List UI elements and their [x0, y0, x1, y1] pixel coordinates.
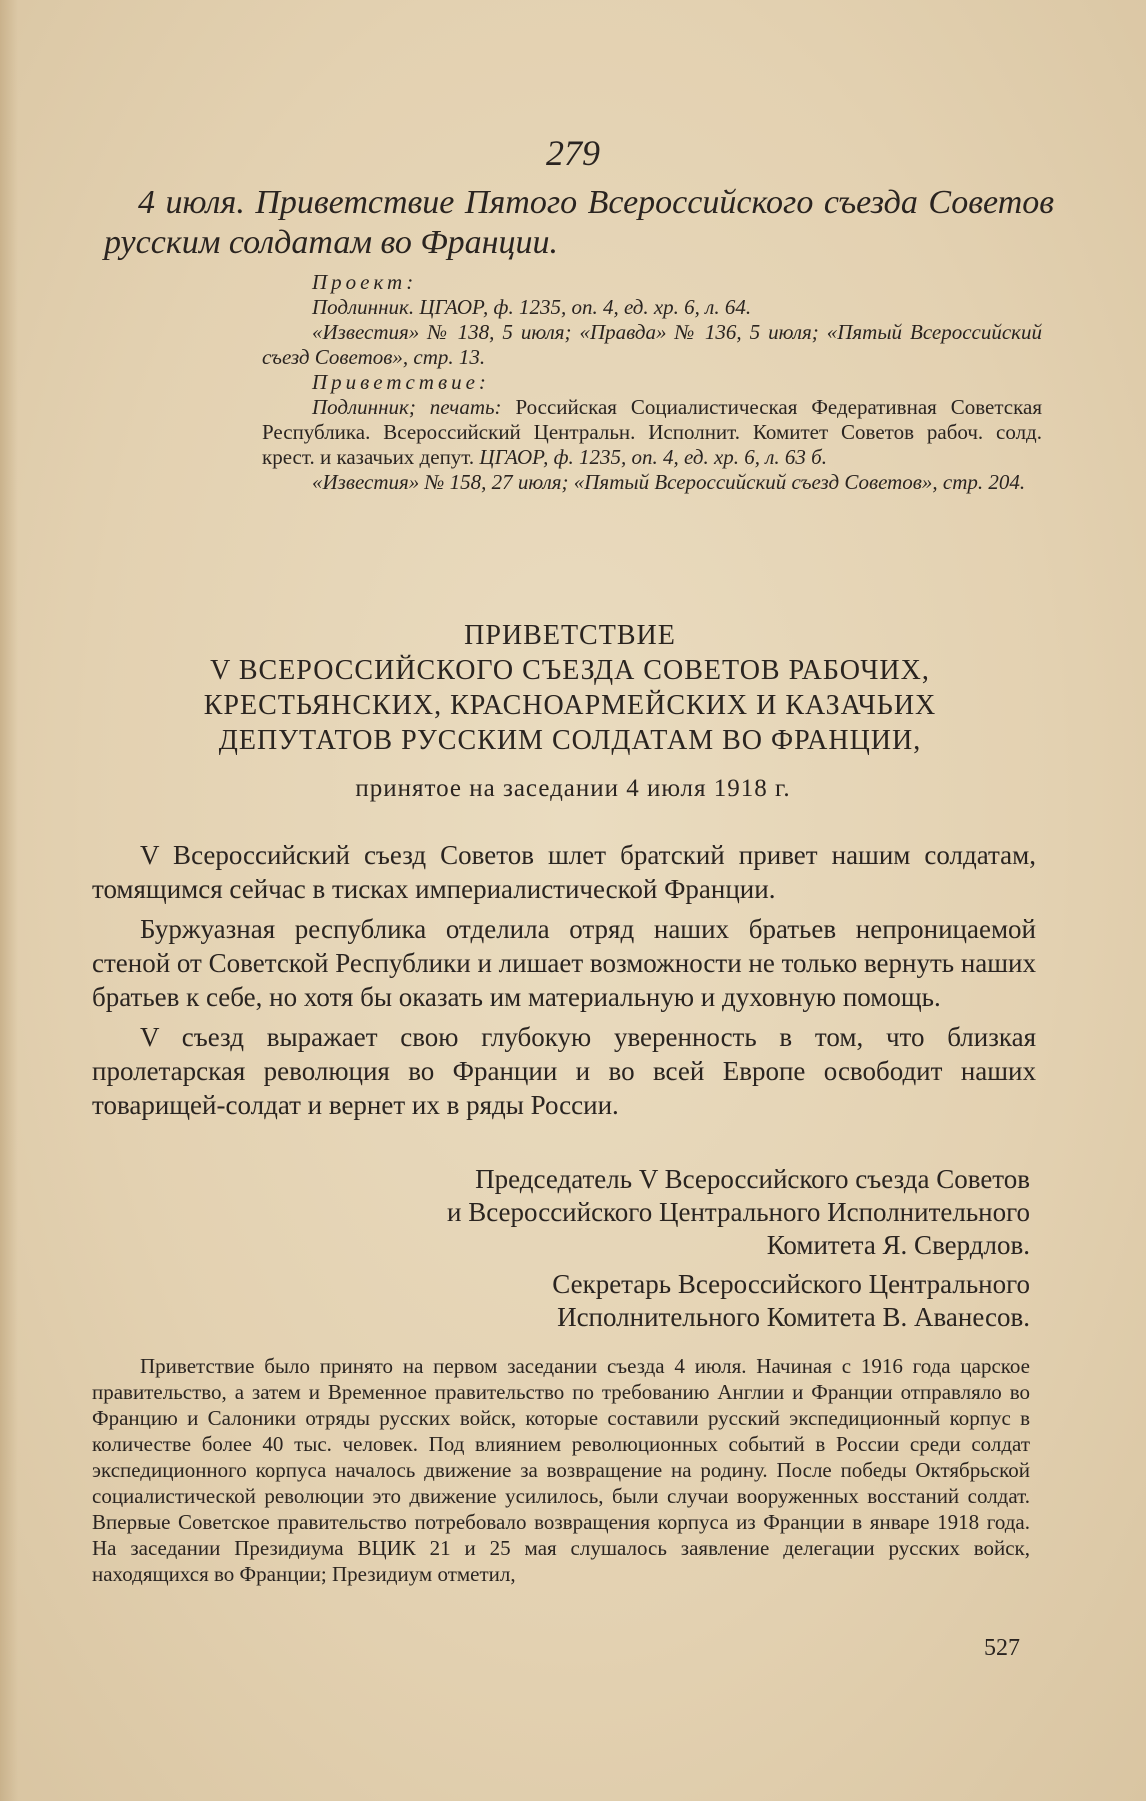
body-paragraph-1: V Всероссийский съезд Советов шлет братский привет нашим солдатам, томящимся сейчас в тисках империалистической Франции.: [92, 840, 1036, 904]
greeting-original-text: Российская Социалистическая Федеративная Советская Республика. Всероссийский Центральн. Исполнит. Комитет Советов рабоч. солд. крест. и казачьих депут.: [262, 395, 1042, 469]
secretary-line-1: Секретарь Всероссийского Центрального: [552, 1269, 1030, 1299]
heading-line-3: КРЕСТЬЯНСКИХ, КРАСНОАРМЕЙСКИХ И КАЗАЧЬИХ: [203, 690, 937, 721]
greeting-label: Приветствие:: [312, 370, 490, 394]
footnote: [92, 1353, 1030, 1587]
draft-original: Подлинник. ЦГАОР, ф. 1235, оп. 4, ед. хр. 6, л. 64.: [312, 295, 752, 319]
chair-line-1: Председатель V Всероссийского съезда Советов: [475, 1164, 1030, 1194]
draft-label: Проект:: [312, 270, 418, 294]
heading-line-2: V ВСЕРОССИЙСКОГО СЪЕЗДА СОВЕТОВ РАБОЧИХ,: [210, 655, 930, 686]
greeting-original-italic: Подлинник; печать:: [312, 395, 502, 419]
greeting-archive: ЦГАОР, ф. 1235, оп. 4, ед. хр. 6, л. 63 б.: [479, 445, 827, 469]
greeting-published: «Известия» № 158, 27 июля; «Пятый Всероссийский съезд Советов», стр. 204.: [312, 470, 1026, 494]
chair-signature: [447, 1163, 1030, 1262]
body-paragraph-3: V съезд выражает свою глубокую уверенность в том, что близкая пролетарская революция во Франции и во всей Европе освободит наших товарищей-солдат и вернет их в ряды России.: [92, 1022, 1036, 1120]
document-number: 279: [546, 133, 600, 173]
heading-line-1: ПРИВЕТСТВИЕ: [464, 620, 676, 651]
chair-line-3: Комитета Я. Свердлов.: [766, 1230, 1030, 1260]
chair-line-2: и Всероссийского Центрального Исполнительного: [447, 1197, 1030, 1227]
secretary-signature: [552, 1268, 1030, 1334]
greeting-original: [262, 395, 1042, 470]
greeting-body: [92, 838, 1036, 1128]
page-number: 527: [984, 1635, 1020, 1661]
secretary-line-2: Исполнительного Комитета В. Аванесов.: [557, 1302, 1030, 1332]
draft-published: «Известия» № 138, 5 июля; «Правда» № 136, 5 июля; «Пятый Всероссийский съезд Советов», стр. 13.: [262, 320, 1042, 369]
body-paragraph-2: Буржуазная республика отделила отряд наших братьев непроницаемой стеной от Советской Республики и лишает возможности не только вернуть наших братьев к себе, но хотя бы оказать им материальную и духовную помощь.: [92, 914, 1037, 1012]
greeting-heading: [100, 618, 1040, 758]
sources-block: [262, 270, 1042, 495]
document-title: 4 июля. Приветствие Пятого Всероссийского съезда Советов русским солдатам во Франции.: [104, 184, 1054, 261]
footnote-text: Приветствие было принято на первом заседании съезда 4 июля. Начиная с 1916 года царское правительство, а затем и Временное правительство по требованию Англии и Франции отправляло во Францию и Салоники отряды русских войск, которые составили русский экспедиционный корпус в количестве более 40 тыс. человек. Под влиянием революционных событий в России среди солдат экспедиционного корпуса началось движение за возвращение на родину. После победы Октябрьской социалистической революции это движение усилилось, были случаи вооруженных восстаний солдат. Впервые Советское правительство потребовало возвращения корпуса из Франции в январе 1918 года. На заседании Президиума ВЦИК 21 и 25 мая слушалось заявление делегации русских войск, находящихся во Франции; Президиум отметил,: [92, 1354, 1030, 1586]
heading-line-4: ДЕПУТАТОВ РУССКИМ СОЛДАТАМ ВО ФРАНЦИИ,: [218, 725, 922, 756]
heading-subtitle: принятое на заседании 4 июля 1918 г.: [355, 775, 791, 802]
